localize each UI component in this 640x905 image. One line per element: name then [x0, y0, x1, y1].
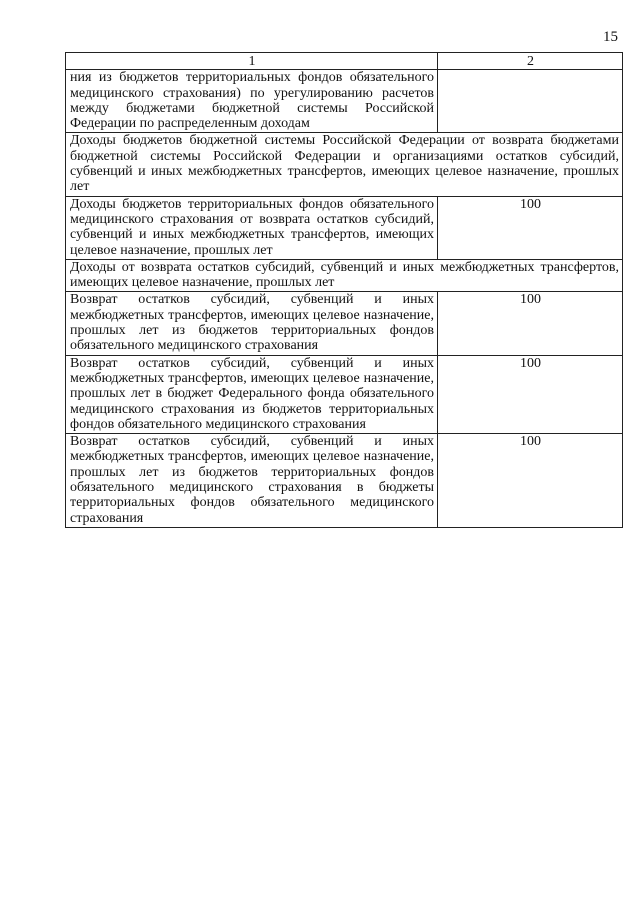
table-row: [66, 196, 623, 259]
table-header-row: [66, 53, 623, 70]
column-header-2: 2: [438, 53, 623, 70]
table-row: [66, 70, 623, 133]
row-text: Доходы бюджетов территориальных фондов обязательного медицинского страхования от возврата остатков субсидий, субвенций и иных межбюджетных трансфертов, имеющих целевое назначение, прошлых лет: [66, 196, 438, 259]
section-text: Доходы от возврата остатков субсидий, субвенций и иных межбюджетных трансфертов, имеющих целевое назначение, прошлых лет: [66, 259, 623, 292]
row-value: 100: [438, 434, 623, 528]
row-value: 100: [438, 292, 623, 355]
row-value: 100: [438, 355, 623, 433]
row-text: Возврат остатков субсидий, субвенций и иных межбюджетных трансфертов, имеющих целевое назначение, прошлых лет из бюджетов территориальных фондов обязательного медицинского страхования в бюджеты территориальных фондов обязательного медицинского страхования: [66, 434, 438, 528]
table-section-row: [66, 259, 623, 292]
table-row: [66, 292, 623, 355]
revenue-distribution-table: [65, 52, 623, 528]
table-row: [66, 355, 623, 433]
table-row: [66, 434, 623, 528]
section-text: Доходы бюджетов бюджетной системы Российской Федерации от возврата бюджетами бюджетной системы Российской Федерации и организациями остатков субсидий, субвенций и иных межбюджетных трансфертов, имеющих целевое назначение, прошлых лет: [66, 133, 623, 196]
page-number: 15: [603, 29, 618, 45]
row-text: ния из бюджетов территориальных фондов обязательного медицинского страхования) по урегулированию расчетов между бюджетами бюджетной системы Российской Федерации по распределенным доходам: [66, 70, 438, 133]
row-text: Возврат остатков субсидий, субвенций и иных межбюджетных трансфертов, имеющих целевое назначение, прошлых лет из бюджетов территориальных фондов обязательного медицинского страхования: [66, 292, 438, 355]
row-text: Возврат остатков субсидий, субвенций и иных межбюджетных трансфертов, имеющих целевое назначение, прошлых лет в бюджет Федерального фонда обязательного медицинского страхования из бюджетов территориальных фондов обязательного медицинского страхования: [66, 355, 438, 433]
table-section-row: [66, 133, 623, 196]
row-value: [438, 70, 623, 133]
column-header-1: 1: [66, 53, 438, 70]
row-value: 100: [438, 196, 623, 259]
